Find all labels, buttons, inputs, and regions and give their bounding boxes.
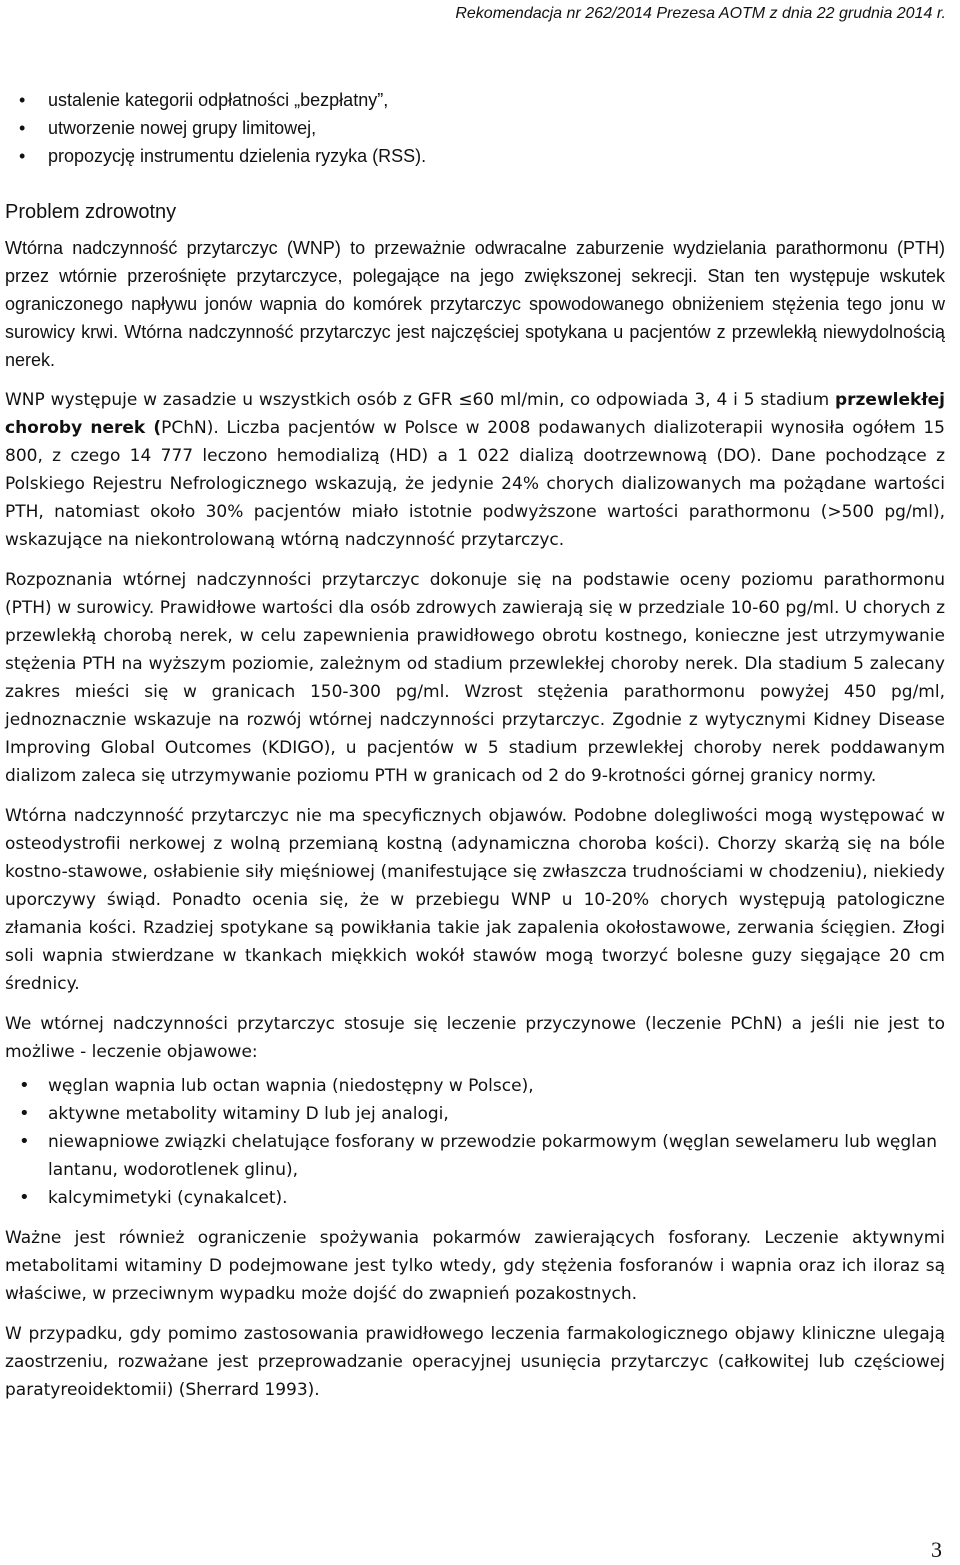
treatment-bullet-list [5,1072,945,1212]
page-header: Rekomendacja nr 262/2014 Prezesa AOTM z dnia 22 grudnia 2014 r. [455,5,946,22]
list-item: • utworzenie nowej grupy limitowej, [5,114,945,142]
list-item: • propozycję instrumentu dzielenia ryzyka (RSS). [5,142,945,170]
list-item: • ustalenie kategorii odpłatności „bezpłatny”, [5,86,945,114]
paragraph-epidemiology [5,386,945,554]
list-item: • kalcymimetyki (cynakalcet). [5,1184,945,1212]
document-content [5,86,945,1416]
list-item: • węglan wapnia lub octan wapnia (niedostępny w Polsce), [5,1072,945,1100]
intro-bullet-list [5,86,945,170]
paragraph-diet: Ważne jest również ograniczenie spożywania pokarmów zawierających fosforany. Leczenie aktywnymi metabolitami witaminy D podejmowane jest tylko wtedy, gdy stężenia fosforanów i wapnia oraz ich iloraz są właściwe, w przeciwnym wypadku może dojść do zwapnień pozakostnych. [5,1228,945,1304]
paragraph-treatment-intro: We wtórnej nadczynności przytarczyc stosuje się leczenie przyczynowe (leczenie PChN) a jeśli nie jest to możliwe - leczenie objawowe: [5,1014,945,1062]
paragraph-wnp-definition: Wtórna nadczynność przytarczyc (WNP) to przeważnie odwracalne zaburzenie wydzielania parathormonu (PTH) przez wtórnie przerośnięte przytarczyce, polegające na jego zwiększonej sekrecji. Stan ten występuje wskutek ograniczonego napływu jonów wapnia do komórek przytarczyc spowodowanego obniżeniem stężenia tego jonu w surowicy krwi. Wtórna nadczynność przytarczyc jest najczęściej spotykana u pacjentów z przewlekłą niewydolnością nerek. [5,238,945,370]
list-item: • aktywne metabolity witaminy D lub jej analogi, [5,1100,945,1128]
list-item: • niewapniowe związki chelatujące fosforany w przewodzie pokarmowym (węglan sewelameru lub węglan lantanu, wodorotlenek glinu), [5,1128,945,1184]
paragraph-bold-text: przewlekłej choroby nerek ( [5,390,945,438]
paragraph-surgery: W przypadku, gdy pomimo zastosowania prawidłowego leczenia farmakologicznego objawy kliniczne ulegają zaostrzeniu, rozważane jest przeprowadzanie operacyjnej usunięcia przytarczyc (całkowitej lub częściowej paratyreoidektomii) (Sherrard 1993). [5,1324,945,1400]
paragraph-diagnosis: Rozpoznania wtórnej nadczynności przytarczyc dokonuje się na podstawie oceny poziomu parathormonu (PTH) w surowicy. Prawidłowe wartości dla osób zdrowych zawierają się w przedziale 10-60 pg/ml. U chorych z przewlekłą chorobą nerek, w celu zapewnienia prawidłowego obrotu kostnego, konieczne jest utrzymywanie stężenia PTH na wyższym poziomie, zależnym od stadium przewlekłej choroby nerek. Dla stadium 5 zalecany zakres mieści się w granicach 150-300 pg/ml. Wzrost stężenia parathormonu powyżej 450 pg/ml, jednoznacznie wskazuje na rozwój wtórnej nadczynności przytarczyc. Zgodnie z wytycznymi Kidney Disease Improving Global Outcomes (KDIGO), u pacjentów w 5 stadium przewlekłej choroby nerek poddawanym dializom zaleca się utrzymywanie poziomu PTH w granicach od 2 do 9-krotności górnej granicy normy. [5,570,945,786]
section-title: Problem zdrowotny [5,201,177,223]
paragraph-text: WNP występuje w zasadzie u wszystkich osób z GFR ≤60 ml/min, co odpowiada 3, 4 i 5 stadium [5,390,835,410]
page-number: 3 [931,1537,942,1562]
paragraph-text: PChN). Liczba pacjentów w Polsce w 2008 podawanych dializoterapii wynosiła ogółem 15 800, z czego 14 777 leczono hemodializą (HD) a 1 022 dializą dootrzewnową (DO). Dane pochodzące z Polskiego Rejestru Nefrologicznego wskazują, że jedynie 24% chorych dializowanych ma pożądane wartości PTH, natomiast około 30% pacjentów miało istotnie podwyższone wartości parathormonu (>500 pg/ml), wskazujące na niekontrolowaną wtórną nadczynność przytarczyc. [5,418,945,550]
paragraph-symptoms: Wtórna nadczynność przytarczyc nie ma specyficznych objawów. Podobne dolegliwości mogą występować w osteodystrofii nerkowej z wolną przemianą kostną (adynamiczna choroba kości). Chorzy skarżą się na bóle kostno-stawowe, osłabienie siły mięśniowej (manifestujące się zwłaszcza trudnościami w chodzeniu), niekiedy uporczywy świąd. Ponadto ocenia się, że w przebiegu WNP u 10-20% chorych występują patologiczne złamania kości. Rzadziej spotykane są powikłania takie jak zapalenia okołostawowe, zerwania ścięgien. Złogi soli wapnia stwierdzane w tkankach miękkich wokół stawów mogą tworzyć bolesne guzy sięgające 20 cm średnicy. [5,806,945,994]
